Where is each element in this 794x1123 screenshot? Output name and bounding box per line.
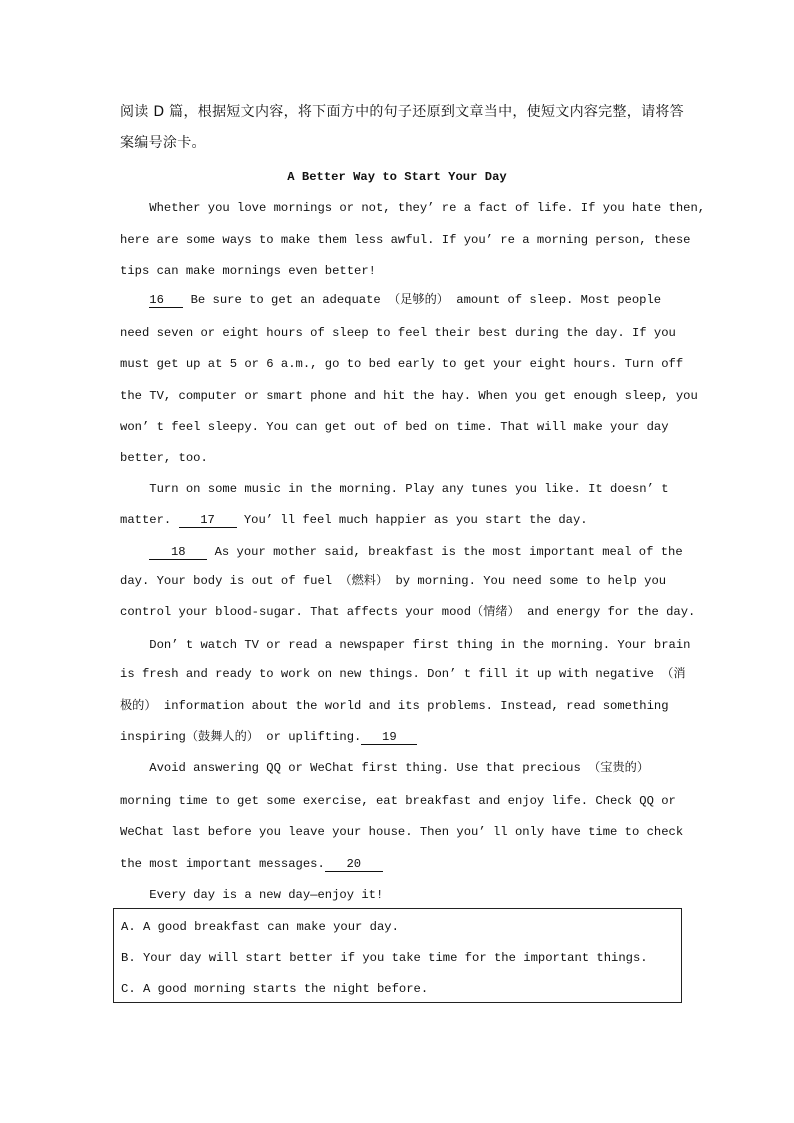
p1-line-3: tips can make mornings even better! <box>120 264 376 278</box>
p7-line-1: Every day is a new day—enjoy it! <box>120 888 384 902</box>
p3-line-1: Turn on some music in the morning. Play any tunes you like. It doesn’ t <box>120 482 669 496</box>
option-b[interactable]: B. Your day will start better if you take time for the important things. <box>121 951 648 965</box>
p2-line-5: won’ t feel sleepy. You can get out of bed on time. That will make your day <box>120 420 669 434</box>
p2-line-4: the TV, computer or smart phone and hit the hay. When you get enough sleep, you <box>120 389 698 403</box>
instruction-line-1: 阅读 D 篇，根据短文内容，将下面方中的句子还原到文章当中，使短文内容完整，请将答 <box>120 104 684 120</box>
p1-line-1: Whether you love mornings or not, they’ re a fact of life. If you hate then, <box>120 201 706 215</box>
blank-17[interactable]: 17 <box>179 513 237 528</box>
blank-16[interactable]: 16 <box>149 293 183 308</box>
option-a[interactable]: A. A good breakfast can make your day. <box>121 920 399 934</box>
p6-line-3: WeChat last before you leave your house. Then you’ ll only have time to check <box>120 825 684 839</box>
p1-line-2: here are some ways to make them less awful. If you’ re a morning person, these <box>120 233 691 247</box>
p5-line-1: Don’ t watch TV or read a newspaper first thing in the morning. Your brain <box>120 638 691 652</box>
p2-line-1: 16 Be sure to get an adequate （足够的） amount of sleep. Most people <box>149 293 662 307</box>
p6-line-2: morning time to get some exercise, eat breakfast and enjoy life. Check QQ or <box>120 794 676 808</box>
blank-19[interactable]: 19 <box>361 730 417 745</box>
p3-line-2: matter. 17 You’ ll feel much happier as you start the day. <box>120 513 588 527</box>
instruction-line-2: 案编号涂卡。 <box>120 135 206 151</box>
p2-line-6: better, too. <box>120 451 208 465</box>
p6-line-1: Avoid answering QQ or WeChat first thing. Use that precious （宝贵的） <box>120 761 650 775</box>
option-c[interactable]: C. A good morning starts the night before. <box>121 982 429 996</box>
p2-line-3: must get up at 5 or 6 a.m., go to bed early to get your eight hours. Turn off <box>120 357 684 371</box>
p5-line-3: 极的） information about the world and its problems. Instead, read something <box>120 699 669 713</box>
p2-line-2: need seven or eight hours of sleep to feel their best during the day. If you <box>120 326 676 340</box>
options-box <box>113 908 682 1003</box>
p5-line-2: is fresh and ready to work on new things. Don’ t fill it up with negative （消 <box>120 667 686 681</box>
blank-18[interactable]: 18 <box>149 545 207 560</box>
p4-line-3: control your blood-sugar. That affects your mood（情绪） and energy for the day. <box>120 605 696 619</box>
p6-line-4: the most important messages. 20 <box>120 856 383 872</box>
p4-line-2: day. Your body is out of fuel （燃料） by morning. You need some to help you <box>120 574 667 588</box>
p5-line-4: inspiring（鼓舞人的） or uplifting. 19 <box>120 729 417 745</box>
blank-20[interactable]: 20 <box>325 857 383 872</box>
article-title: A Better Way to Start Your Day <box>287 170 507 184</box>
p4-line-1: 18 As your mother said, breakfast is the most important meal of the <box>120 544 683 560</box>
